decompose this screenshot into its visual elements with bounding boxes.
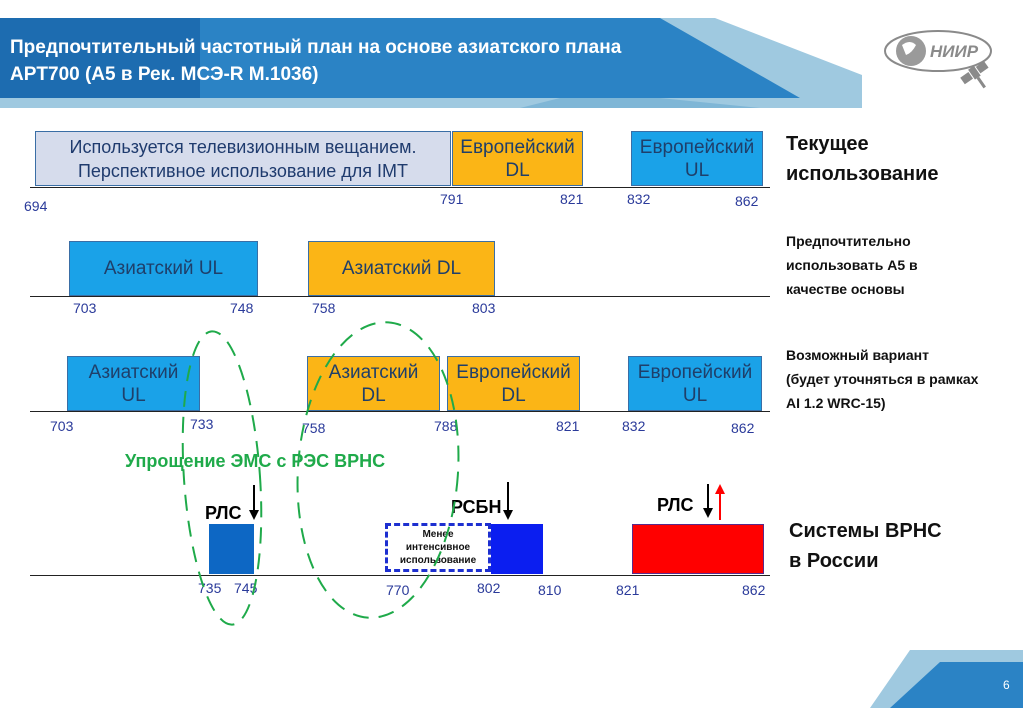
tick-748: 748 (230, 300, 254, 316)
systems-line1: Системы ВРНС (789, 520, 942, 542)
rsbn-label: РСБН (451, 497, 502, 517)
preferred-line2: использовать А5 в (786, 257, 918, 273)
tick-821b: 821 (556, 418, 580, 434)
page-title-line1: Предпочтительный частотный план на основе азиатского плана (10, 37, 622, 58)
current-european-dl-line1: Европейский (460, 136, 575, 158)
tick-862: 862 (735, 193, 759, 209)
tick-821: 821 (560, 191, 584, 207)
current-european-ul-line1: Европейский (639, 136, 755, 158)
tick-758b: 758 (302, 420, 326, 436)
less-intensive-line3: использование (399, 555, 477, 566)
page-number: 6 (1003, 678, 1010, 692)
green-dashed-ellipse-left (174, 329, 270, 628)
preferred-asian-dl-label: Азиатский DL (341, 258, 462, 279)
tick-862c: 862 (742, 582, 766, 598)
tick-791: 791 (440, 191, 464, 207)
tick-832b: 832 (622, 418, 646, 434)
possible-line2: (будет уточняться в рамках (786, 371, 979, 387)
tick-802: 802 (477, 580, 501, 596)
tick-821c: 821 (616, 582, 640, 598)
systems-line2: в России (789, 550, 879, 572)
preferred-line1: Предпочтительно (786, 233, 911, 249)
possible-asian-ul-line2: UL (121, 384, 146, 406)
down-arrow-rls2 (703, 484, 713, 518)
possible-line1: Возможный вариант (786, 347, 929, 363)
down-arrow-rsbn (503, 482, 513, 520)
rls-label-1: РЛС (205, 503, 242, 523)
tick-832: 832 (627, 191, 651, 207)
green-dashed-ellipse-right (288, 317, 468, 623)
less-intensive-line1: Менее (422, 529, 454, 540)
tick-703b: 703 (50, 418, 74, 434)
possible-asian-dl-line1: Азиатский (328, 361, 419, 383)
tick-770: 770 (386, 582, 410, 598)
tick-694: 694 (24, 198, 48, 214)
tick-703a: 703 (73, 300, 97, 316)
tick-745: 745 (234, 580, 258, 596)
possible-european-ul-line2: UL (682, 384, 708, 406)
footer-background (870, 640, 1023, 708)
possible-european-ul-line1: Европейский (637, 361, 753, 383)
tick-733: 733 (190, 416, 214, 432)
possible-european-dl-line2: DL (501, 384, 526, 406)
current-european-ul-line2: UL (684, 159, 710, 181)
up-arrow-rls2 (715, 484, 725, 520)
tv-broadcast-line2: Перспективное использование для IMT (77, 160, 409, 181)
possible-asian-dl-line2: DL (361, 384, 386, 406)
tick-862b: 862 (731, 420, 755, 436)
preferred-asian-ul-label: Азиатский UL (103, 258, 224, 279)
ems-simplification-text: Упрощение ЭМС с РЭС ВРНС (125, 451, 386, 471)
tv-broadcast-line1: Используется телевизионным вещанием. (69, 136, 417, 157)
rls-label-2: РЛС (657, 495, 694, 515)
page-title-line2: APT700 (A5 в Рек. МСЭ-R M.1036) (10, 64, 319, 85)
down-arrow-rls1 (249, 485, 259, 520)
tick-803: 803 (472, 300, 496, 316)
current-usage-line1: Текущее (786, 133, 869, 155)
tick-758a: 758 (312, 300, 336, 316)
possible-asian-ul-line1: Азиатский (88, 361, 179, 383)
current-usage-line2: использование (786, 163, 939, 185)
logo-text: НИИР (930, 42, 979, 61)
current-european-dl-line2: DL (505, 159, 530, 181)
preferred-line3: качестве основы (786, 281, 905, 297)
tick-788: 788 (434, 418, 458, 434)
less-intensive-line2: интенсивное (405, 542, 471, 553)
tick-735: 735 (198, 580, 222, 596)
possible-european-dl-line1: Европейский (456, 361, 571, 383)
possible-line3: AI 1.2 WRC-15) (786, 395, 886, 411)
tick-810: 810 (538, 582, 562, 598)
